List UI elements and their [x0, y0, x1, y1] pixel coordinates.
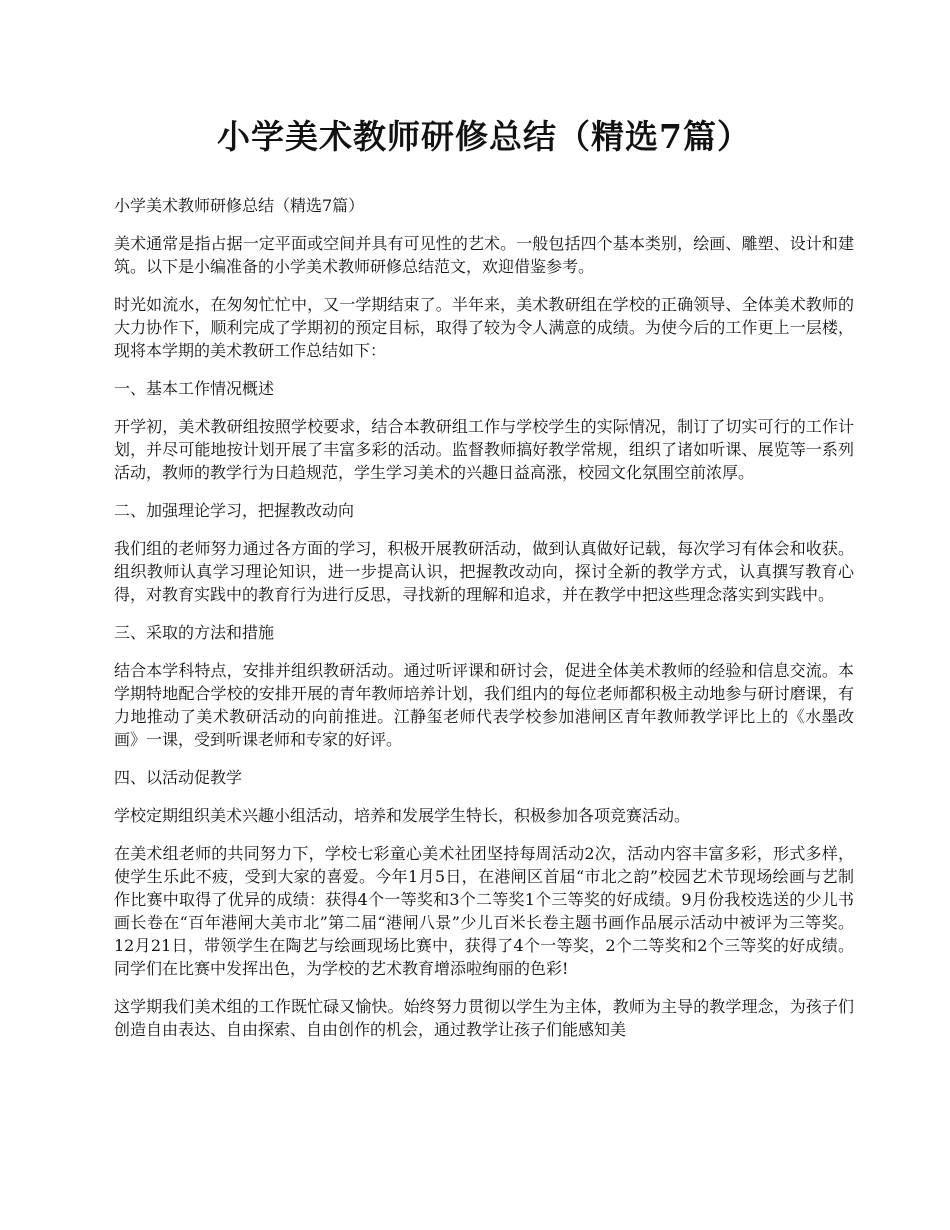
section-heading-1: 一、基本工作情况概述 — [114, 379, 275, 398]
section-4-paragraph-1: 学校定期组织美术兴趣小组活动，培养和发展学生特长，积极参加各项竞赛活动。 — [114, 806, 691, 825]
section-heading-2: 二、加强理论学习，把握教改动向 — [114, 501, 355, 520]
section-4-paragraph-2: 在美术组老师的共同努力下，学校七彩童心美术社团坚持每周活动2次，活动内容丰富多彩，形式多样，使学生乐此不疲，受到大家的喜爱。今年1月5日，在港闸区首届“市北之韵”校园艺术节现场绘画与艺制作比赛中取得了优异的成绩：获得4个一等奖和3个二等奖1个三等奖的好成绩。9月份我校选送的少儿书画长卷在“百年港闸大美市北”第二届“港闸八景”少儿百米长卷主题书画作品展示活动中被评为三等奖。12月21日，带领学生在陶艺与绘画现场比赛中，获得了4个一等奖，2个二等奖和2个三等奖的好成绩。同学们在比赛中发挥出色，为学校的艺术教育增添啦绚丽的色彩! — [114, 844, 854, 978]
document-page — [114, 112, 854, 1056]
section-heading-3: 三、采取的方法和措施 — [114, 623, 275, 642]
closing-paragraph: 这学期我们美术组的工作既忙碌又愉快。始终努力贯彻以学生为主体，教师为主导的教学理念，为孩子们创造自由表达、自由探索、自由创作的机会，通过教学让孩子们能感知美 — [114, 997, 854, 1039]
section-1-paragraph: 开学初，美术教研组按照学校要求，结合本教研组工作与学校学生的实际情况，制订了切实可行的工作计划，并尽可能地按计划开展了丰富多彩的活动。监督教师搞好教学常规，组织了诸如听课、展览等一系列活动，教师的教学行为日趋规范，学生学习美术的兴趣日益高涨，校园文化氛围空前浓厚。 — [114, 417, 854, 482]
intro-paragraph: 美术通常是指占据一定平面或空间并具有可见性的艺术。一般包括四个基本类别，绘画、雕塑、设计和建筑。以下是小编准备的小学美术教师研修总结范文，欢迎借鉴参考。 — [114, 234, 854, 276]
opening-paragraph: 时光如流水，在匆匆忙忙中，又一学期结束了。半年来，美术教研组在学校的正确领导、全体美术教师的大力协作下，顺利完成了学期初的预定目标，取得了较为令人满意的成绩。为使今后的工作更上一层楼，现将本学期的美术教研工作总结如下： — [114, 295, 854, 360]
section-2-paragraph: 我们组的老师努力通过各方面的学习，积极开展教研活动，做到认真做好记载，每次学习有体会和收获。组织教师认真学习理论知识，进一步提高认识，把握教改动向，探讨全新的教学方式，认真撰写教育心得，对教育实践中的教育行为进行反思，寻找新的理解和追求，并在教学中把这些理念落实到实践中。 — [114, 539, 854, 604]
section-heading-4: 四、以活动促教学 — [114, 768, 243, 787]
document-subtitle: 小学美术教师研修总结（精选7篇） — [114, 196, 365, 215]
document-title: 小学美术教师研修总结（精选7篇） — [217, 117, 751, 156]
section-3-paragraph: 结合本学科特点，安排并组织教研活动。通过听评课和研讨会，促进全体美术教师的经验和信息交流。本学期特地配合学校的安排开展的青年教师培养计划，我们组内的每位老师都积极主动地参与研讨磨课，有力地推动了美术教研活动的向前推进。江静玺老师代表学校参加港闸区青年教师教学评比上的《水墨改画》一课，受到听课老师和专家的好评。 — [114, 661, 854, 749]
